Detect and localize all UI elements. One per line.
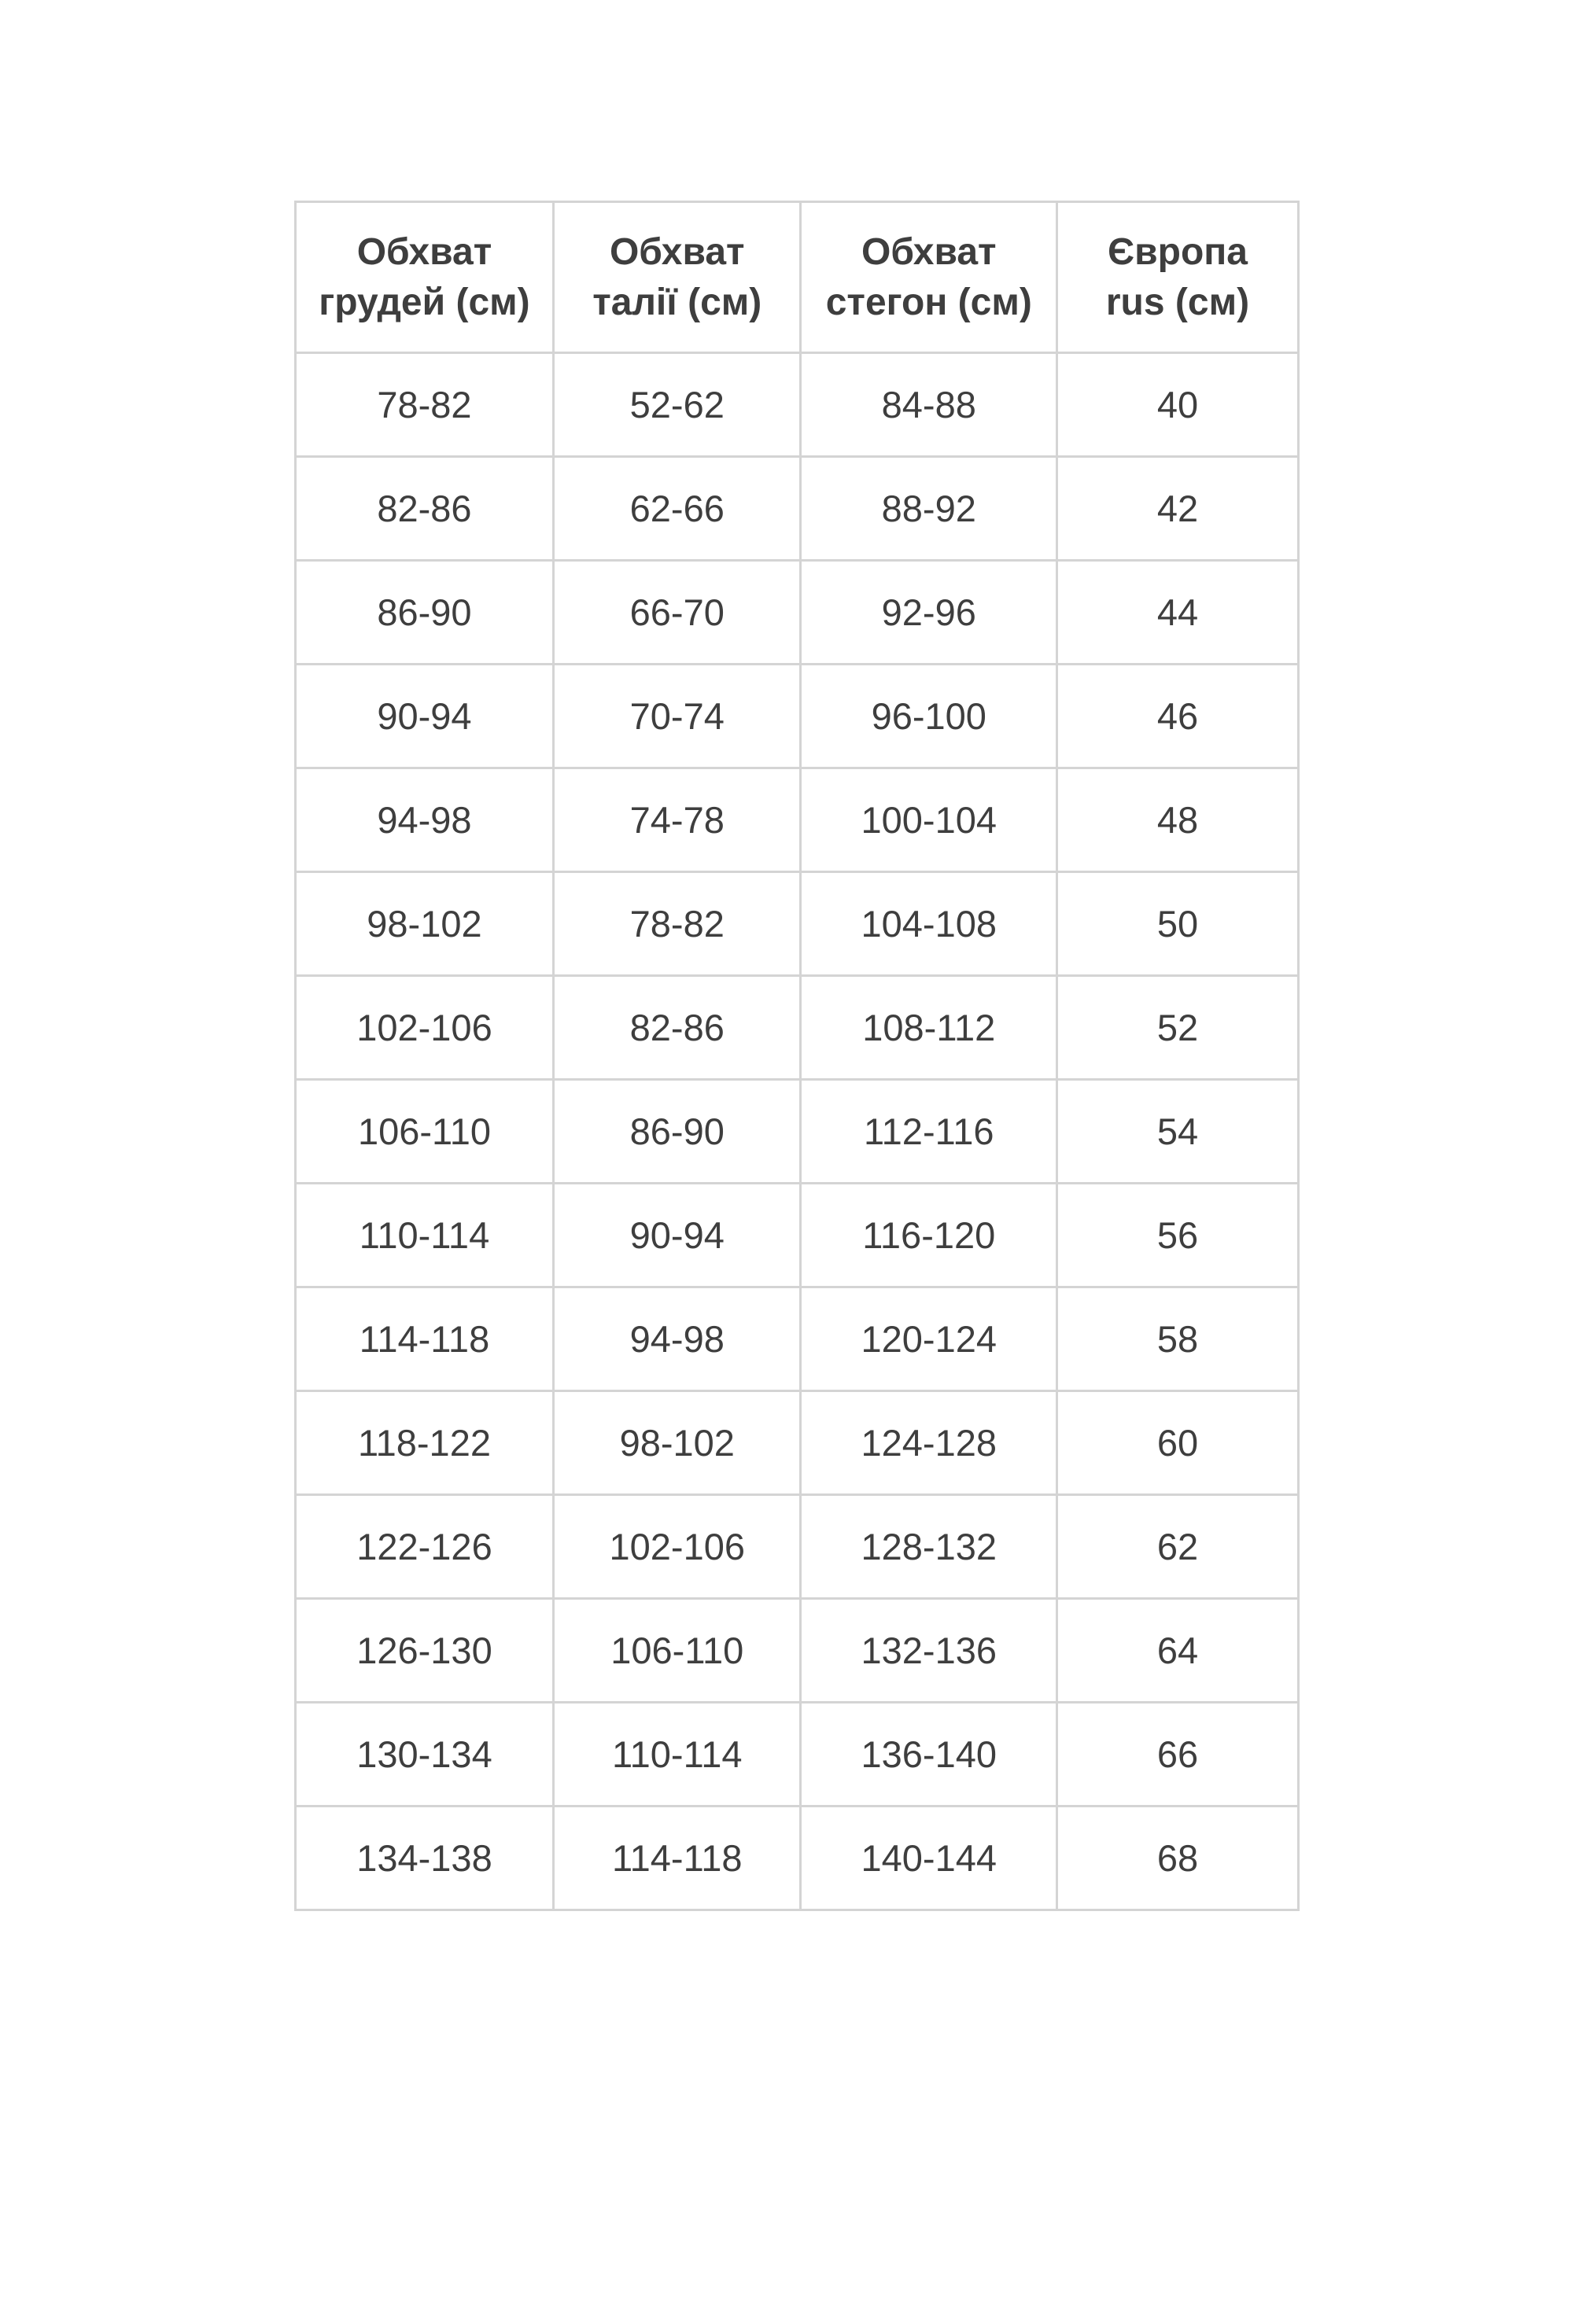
table-cell: 40 <box>1057 353 1298 457</box>
size-table-head <box>295 202 1298 353</box>
table-cell: 116-120 <box>801 1184 1057 1287</box>
table-cell: 62-66 <box>554 457 801 561</box>
table-cell: 54 <box>1057 1080 1298 1184</box>
header-chest-line1: Обхват <box>356 230 492 273</box>
table-cell: 86-90 <box>295 561 554 665</box>
table-cell: 136-140 <box>801 1703 1057 1807</box>
table-cell: 134-138 <box>295 1807 554 1910</box>
table-row <box>295 1287 1298 1391</box>
table-cell: 60 <box>1057 1391 1298 1495</box>
table-cell: 86-90 <box>554 1080 801 1184</box>
table-cell: 114-118 <box>295 1287 554 1391</box>
table-cell: 110-114 <box>295 1184 554 1287</box>
table-cell: 82-86 <box>554 976 801 1080</box>
table-row <box>295 872 1298 976</box>
header-hips-line2: стегон (см) <box>825 281 1032 323</box>
table-row <box>295 1599 1298 1703</box>
table-cell: 74-78 <box>554 768 801 872</box>
table-cell: 120-124 <box>801 1287 1057 1391</box>
table-row <box>295 1391 1298 1495</box>
table-cell: 82-86 <box>295 457 554 561</box>
table-row <box>295 1184 1298 1287</box>
size-table-body <box>295 353 1298 1910</box>
header-waist-line1: Обхват <box>609 230 745 273</box>
header-hips-line1: Обхват <box>861 230 997 273</box>
table-cell: 64 <box>1057 1599 1298 1703</box>
table-cell: 102-106 <box>554 1495 801 1599</box>
table-cell: 122-126 <box>295 1495 554 1599</box>
table-cell: 58 <box>1057 1287 1298 1391</box>
table-row <box>295 1495 1298 1599</box>
header-size-europe-line1: Європа <box>1107 230 1248 273</box>
header-hips <box>801 202 1057 353</box>
table-row <box>295 976 1298 1080</box>
table-cell: 50 <box>1057 872 1298 976</box>
table-row <box>295 665 1298 768</box>
header-waist-line2: талії (см) <box>592 281 762 323</box>
table-cell: 124-128 <box>801 1391 1057 1495</box>
table-cell: 132-136 <box>801 1599 1057 1703</box>
table-row <box>295 1807 1298 1910</box>
header-size-europe-line2: rus (см) <box>1105 281 1250 323</box>
table-cell: 62 <box>1057 1495 1298 1599</box>
table-cell: 106-110 <box>295 1080 554 1184</box>
table-cell: 92-96 <box>801 561 1057 665</box>
table-cell: 96-100 <box>801 665 1057 768</box>
table-cell: 52-62 <box>554 353 801 457</box>
table-cell: 114-118 <box>554 1807 801 1910</box>
table-row <box>295 1080 1298 1184</box>
table-cell: 68 <box>1057 1807 1298 1910</box>
table-cell: 108-112 <box>801 976 1057 1080</box>
table-cell: 66 <box>1057 1703 1298 1807</box>
table-cell: 104-108 <box>801 872 1057 976</box>
table-cell: 46 <box>1057 665 1298 768</box>
header-size-europe <box>1057 202 1298 353</box>
table-row <box>295 561 1298 665</box>
table-cell: 140-144 <box>801 1807 1057 1910</box>
header-waist <box>554 202 801 353</box>
table-cell: 98-102 <box>295 872 554 976</box>
header-row <box>295 202 1298 353</box>
table-cell: 78-82 <box>554 872 801 976</box>
table-cell: 94-98 <box>295 768 554 872</box>
table-cell: 98-102 <box>554 1391 801 1495</box>
table-cell: 100-104 <box>801 768 1057 872</box>
table-cell: 126-130 <box>295 1599 554 1703</box>
table-cell: 52 <box>1057 976 1298 1080</box>
table-cell: 42 <box>1057 457 1298 561</box>
header-chest-line2: грудей (см) <box>319 281 530 323</box>
header-chest <box>295 202 554 353</box>
table-row <box>295 457 1298 561</box>
table-cell: 128-132 <box>801 1495 1057 1599</box>
table-cell: 106-110 <box>554 1599 801 1703</box>
size-chart-table <box>294 201 1300 1911</box>
table-cell: 90-94 <box>295 665 554 768</box>
table-cell: 112-116 <box>801 1080 1057 1184</box>
table-cell: 78-82 <box>295 353 554 457</box>
table-cell: 110-114 <box>554 1703 801 1807</box>
table-cell: 84-88 <box>801 353 1057 457</box>
table-cell: 130-134 <box>295 1703 554 1807</box>
table-cell: 66-70 <box>554 561 801 665</box>
table-cell: 44 <box>1057 561 1298 665</box>
table-cell: 48 <box>1057 768 1298 872</box>
size-chart-container <box>294 201 1300 1911</box>
table-row <box>295 1703 1298 1807</box>
table-row <box>295 353 1298 457</box>
table-cell: 102-106 <box>295 976 554 1080</box>
table-cell: 94-98 <box>554 1287 801 1391</box>
table-cell: 88-92 <box>801 457 1057 561</box>
table-cell: 70-74 <box>554 665 801 768</box>
table-cell: 118-122 <box>295 1391 554 1495</box>
table-row <box>295 768 1298 872</box>
table-cell: 56 <box>1057 1184 1298 1287</box>
table-cell: 90-94 <box>554 1184 801 1287</box>
